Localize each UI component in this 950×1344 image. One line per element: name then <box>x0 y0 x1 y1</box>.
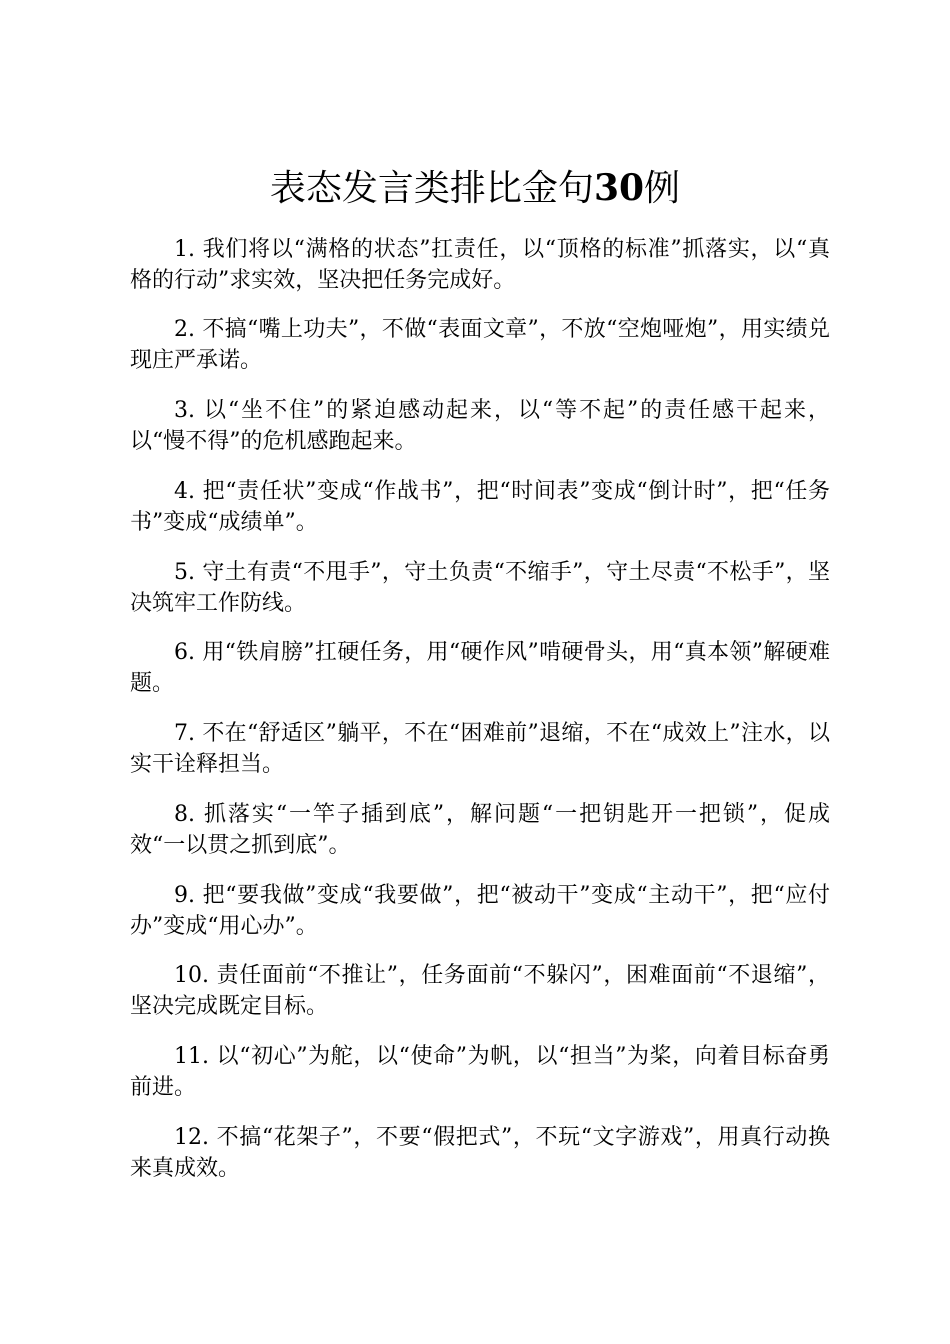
list-item: 3. 以“坐不住”的紧迫感动起来，以“等不起”的责任感干起来，以“慢不得”的危机感跑起来。 <box>130 398 830 454</box>
title-suffix: 例 <box>644 168 681 209</box>
list-item: 10. 责任面前“不推让”，任务面前“不躲闪”，困难面前“不退缩”，坚决完成既定目标。 <box>130 963 830 1019</box>
list-item: 9. 把“要我做”变成“我要做”，把“被动干”变成“主动干”，把“应付办”变成“用心办”。 <box>130 883 830 939</box>
list-item: 6. 用“铁肩膀”扛硬任务，用“硬作风”啃硬骨头，用“真本领”解硬难题。 <box>130 640 830 696</box>
list-item: 2. 不搞“嘴上功夫”，不做“表面文章”，不放“空炮哑炮”，用实绩兑现庄严承诺。 <box>130 317 830 373</box>
list-item: 12. 不搞“花架子”，不要“假把式”，不玩“文字游戏”，用真行动换来真成效。 <box>130 1125 830 1181</box>
list-item: 11. 以“初心”为舵，以“使命”为帆，以“担当”为桨，向着目标奋勇前进。 <box>130 1044 830 1100</box>
list-item: 5. 守土有责“不甩手”，守土负责“不缩手”，守土尽责“不松手”，坚决筑牢工作防线。 <box>130 560 830 616</box>
list-item: 7. 不在“舒适区”躺平，不在“困难前”退缩，不在“成效上”注水，以实干诠释担当。 <box>130 721 830 777</box>
list-item: 4. 把“责任状”变成“作战书”，把“时间表”变成“倒计时”，把“任务书”变成“成绩单”。 <box>130 479 830 535</box>
list-item: 1. 我们将以“满格的状态”扛责任，以“顶格的标准”抓落实，以“真格的行动”求实效，坚决把任务完成好。 <box>130 237 830 293</box>
title-number: 30 <box>593 167 645 209</box>
list-item: 8. 抓落实“一竿子插到底”，解问题“一把钥匙开一把锁”，促成效“一以贯之抓到底”。 <box>130 802 830 858</box>
title-text: 表态发言类排比金句 <box>269 168 594 209</box>
document-title <box>0 162 950 215</box>
